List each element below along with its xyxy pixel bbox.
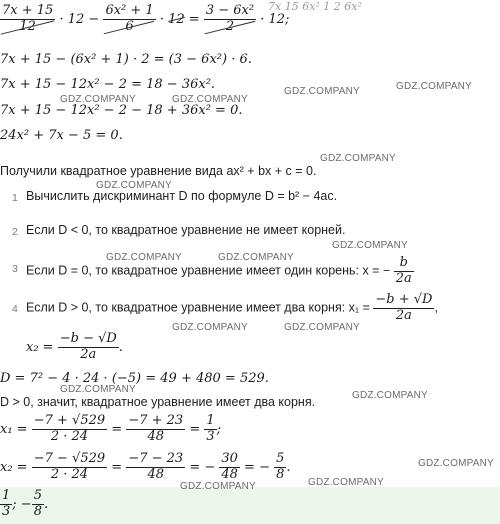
numerator: 5 (33, 488, 42, 503)
watermark: GDZ.COMPANY (352, 390, 428, 401)
x2-label: x₂ = (0, 459, 28, 475)
numerator: 6x² + 1 (105, 3, 154, 18)
fraction (32, 452, 107, 483)
step-1-text: Вычислить дискриминант D по формуле D = b² − 4ac. (26, 189, 338, 203)
denominator: 48 (126, 429, 185, 445)
fraction (373, 293, 434, 324)
denominator: 6 (103, 19, 155, 35)
step-number: 4 (12, 303, 18, 315)
watermark: GDZ.COMPANY (180, 481, 256, 492)
fraction (219, 452, 240, 483)
watermark: GDZ.COMPANY (396, 81, 472, 92)
equation-line-2: 7x + 15 − (6x² + 1) · 2 = (3 − 6x²) · 6. (0, 52, 252, 67)
fraction (0, 489, 12, 520)
step-4-x2: x₂ = $\frac{-b - √D}{2a}$ . (26, 331, 123, 362)
operator: · 12 − (59, 11, 100, 27)
root-x1: x₁ = $\frac{-7 + √529}{2 \cdot 24}$ = $\frac{-7 + 23}{48}$ = $\frac{1}{3}$ ; (0, 413, 222, 444)
step-3-label: Если D = 0, то квадратное уравнение имеет один корень: x = − (26, 263, 391, 278)
x2-label: x₂ = (26, 339, 54, 355)
answer-period: . (43, 496, 49, 512)
root-x2: x₂ = $\frac{-7 - √529}{2 \cdot 24}$ = $\frac{-7 - 23}{48}$ = − $\frac{30}{48}$ = − $\frac{5}{8}$ . (0, 451, 291, 482)
watermark: GDZ.COMPANY (96, 180, 172, 191)
step-2-text: Если D < 0, то квадратное уравнение не имеет корней. (26, 223, 346, 237)
numerator: −b + √D (375, 292, 433, 307)
numerator: 30 (221, 451, 238, 466)
denominator: 3 (2, 503, 11, 519)
numerator: 1 (206, 413, 215, 428)
step-number: 1 (12, 192, 18, 204)
numerator: −b − √D (59, 331, 117, 346)
step-4-label: Если D > 0, то квадратное уравнение имеет два корня: x₁ = (26, 300, 370, 315)
step-number: 2 (12, 226, 18, 238)
cancelled-factor: 12 (168, 11, 185, 27)
watermark: GDZ.COMPANY (418, 458, 494, 469)
fraction (32, 489, 44, 520)
fraction (204, 4, 256, 35)
step-4-text: Если D > 0, то квадратное уравнение имеет два корня: x₁ = $\frac{-b + √D}{2a}$ , (26, 292, 438, 323)
watermark: GDZ.COMPANY (172, 322, 248, 333)
fraction (274, 452, 286, 483)
equation-line-1 (0, 4, 289, 35)
numerator: −7 − √529 (33, 451, 106, 466)
fraction (0, 4, 55, 35)
denominator: 2a (58, 347, 119, 363)
fraction (126, 414, 185, 445)
discriminant-conclusion: D > 0, значит, квадратное уравнение имеет два корня. (0, 395, 316, 409)
operator: = (188, 11, 200, 27)
numerator: 3 − 6x² (205, 3, 255, 18)
fraction (394, 256, 414, 287)
watermark: GDZ.COMPANY (106, 252, 182, 263)
denominator: 12 (0, 19, 55, 35)
discriminant-calc: D = 7² − 4 · 24 · (−5) = 49 + 480 = 529. (0, 371, 269, 386)
denominator: 2a (373, 308, 434, 324)
equation-line-3: 7x + 15 − 12x² − 2 = 18 − 36x². (0, 77, 216, 92)
watermark: GDZ.COMPANY (284, 322, 360, 333)
fraction (204, 414, 216, 445)
watermark: GDZ.COMPANY (320, 153, 396, 164)
watermark: GDZ.COMPANY (172, 94, 248, 105)
answer-separator: ; − (12, 496, 32, 512)
watermark: GDZ.COMPANY (284, 86, 360, 97)
denominator: 48 (221, 466, 238, 482)
fraction (32, 414, 107, 445)
step-number: 3 (12, 263, 18, 275)
denominator: 2 · 24 (32, 467, 107, 483)
numerator: b (399, 255, 408, 270)
denominator: 48 (126, 467, 185, 483)
denominator: 3 (206, 428, 215, 444)
denominator: 8 (33, 503, 42, 519)
numerator: 1 (2, 488, 11, 503)
fraction (126, 452, 185, 483)
watermark: GDZ.COMPANY (218, 252, 294, 263)
numerator: 7x + 15 (2, 3, 54, 18)
fraction (58, 332, 119, 363)
numerator: −7 − 23 (128, 451, 184, 466)
numerator: −7 + 23 (128, 413, 184, 428)
denominator: 2 · 24 (32, 429, 107, 445)
denominator: 2a (395, 270, 412, 286)
fraction (103, 4, 155, 35)
operator: · (159, 11, 164, 27)
denominator: 8 (276, 466, 285, 482)
answer-band (0, 487, 500, 524)
x1-label: x₁ = (0, 421, 28, 437)
quadratic-intro: Получили квадратное уравнение вида ax² + bx + c = 0. (0, 164, 317, 178)
operator: · 12; (260, 11, 290, 27)
denominator: 2 (204, 19, 256, 35)
watermark: GDZ.COMPANY (60, 384, 136, 395)
answer (0, 489, 48, 520)
equation-line-5: 24x² + 7x − 5 = 0. (0, 128, 123, 143)
watermark: GDZ.COMPANY (332, 240, 408, 251)
watermark: GDZ.COMPANY (60, 94, 136, 105)
numerator: 5 (276, 451, 285, 466)
cropped-line-tail: 7x 15 6x² 1 2 6x² (268, 0, 362, 13)
equation-line-4: 7x + 15 − 12x² − 2 − 18 + 36x² = 0. (0, 103, 243, 118)
numerator: −7 + √529 (33, 413, 106, 428)
watermark: GDZ.COMPANY (308, 477, 384, 488)
